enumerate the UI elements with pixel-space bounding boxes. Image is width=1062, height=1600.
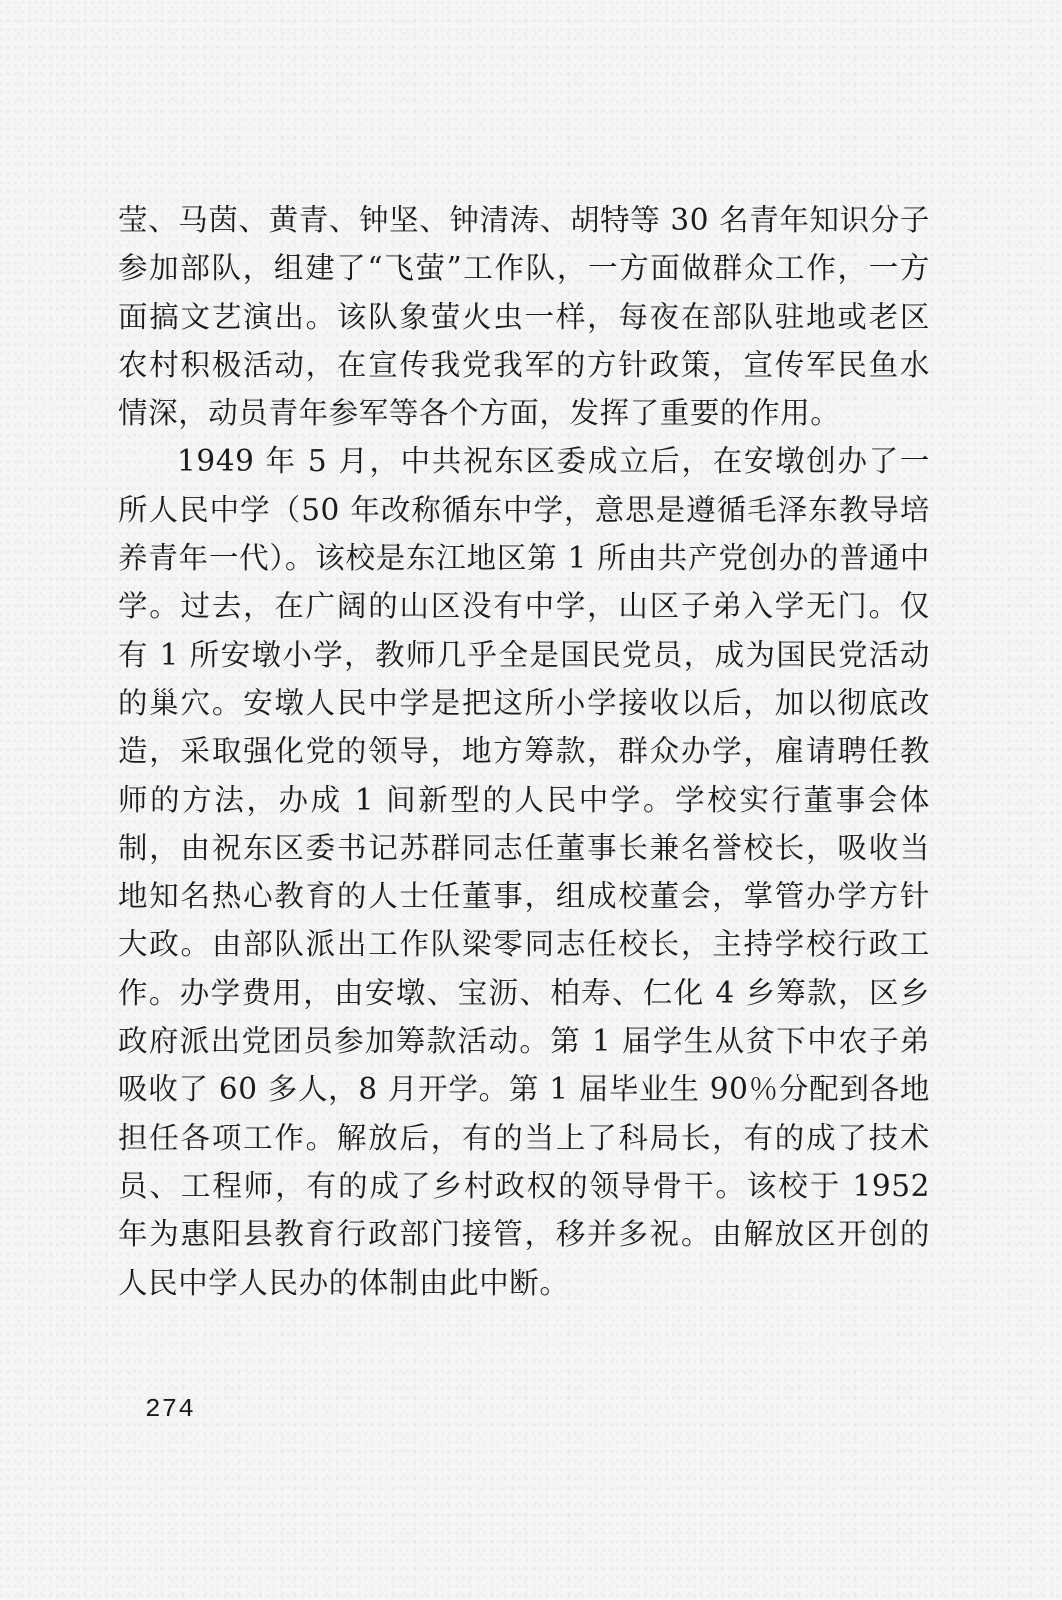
paragraph-1: 莹、马茵、黄青、钟坚、钟清涛、胡特等 30 名青年知识分子参加部队，组建了“飞萤”工作队，一方面做群众工作，一方面搞文艺演出。该队象萤火虫一样，每夜在部队驻地或老区农村积极活动，在宣传我党我军的方针政策，宣传军民鱼水情深，动员青年参军等各个方面，发挥了重要的作用。	[118, 203, 930, 431]
page-number: 274	[145, 1394, 195, 1424]
body-text	[118, 196, 930, 1307]
paragraph-2: 1949 年 5 月，中共祝东区委成立后，在安墩创办了一所人民中学（50 年改称循东中学，意思是遵循毛泽东教导培养青年一代）。该校是东江地区第 1 所由共产党创办的普通中学。过去，在广阔的山区没有中学，山区子弟入学无门。仅有 1 所安墩小学，教师几乎全是国民党员，成为国民党活动的巢穴。安墩人民中学是把这所小学接收以后，加以彻底改造，采取强化党的领导，地方筹款，群众办学，雇请聘任教师的方法，办成 1 间新型的人民中学。学校实行董事会体制，由祝东区委书记苏群同志任董事长兼名誉校长，吸收当地知名热心教育的人士任董事，组成校董会，掌管办学方针大政。由部队派出工作队梁零同志任校长，主持学校行政工作。办学费用，由安墩、宝沥、柏寿、仁化 4 乡筹款，区乡政府派出党团员参加筹款活动。第 1 届学生从贫下中农子弟吸收了 60 多人，8 月开学。第 1 届毕业生 90％分配到各地担任各项工作。解放后，有的当上了科局长，有的成了技术员、工程师，有的成了乡村政权的领导骨干。该校于 1952 年为惠阳县教育行政部门接管，移并多祝。由解放区开创的人民中学人民办的体制由此中断。	[118, 444, 930, 1300]
